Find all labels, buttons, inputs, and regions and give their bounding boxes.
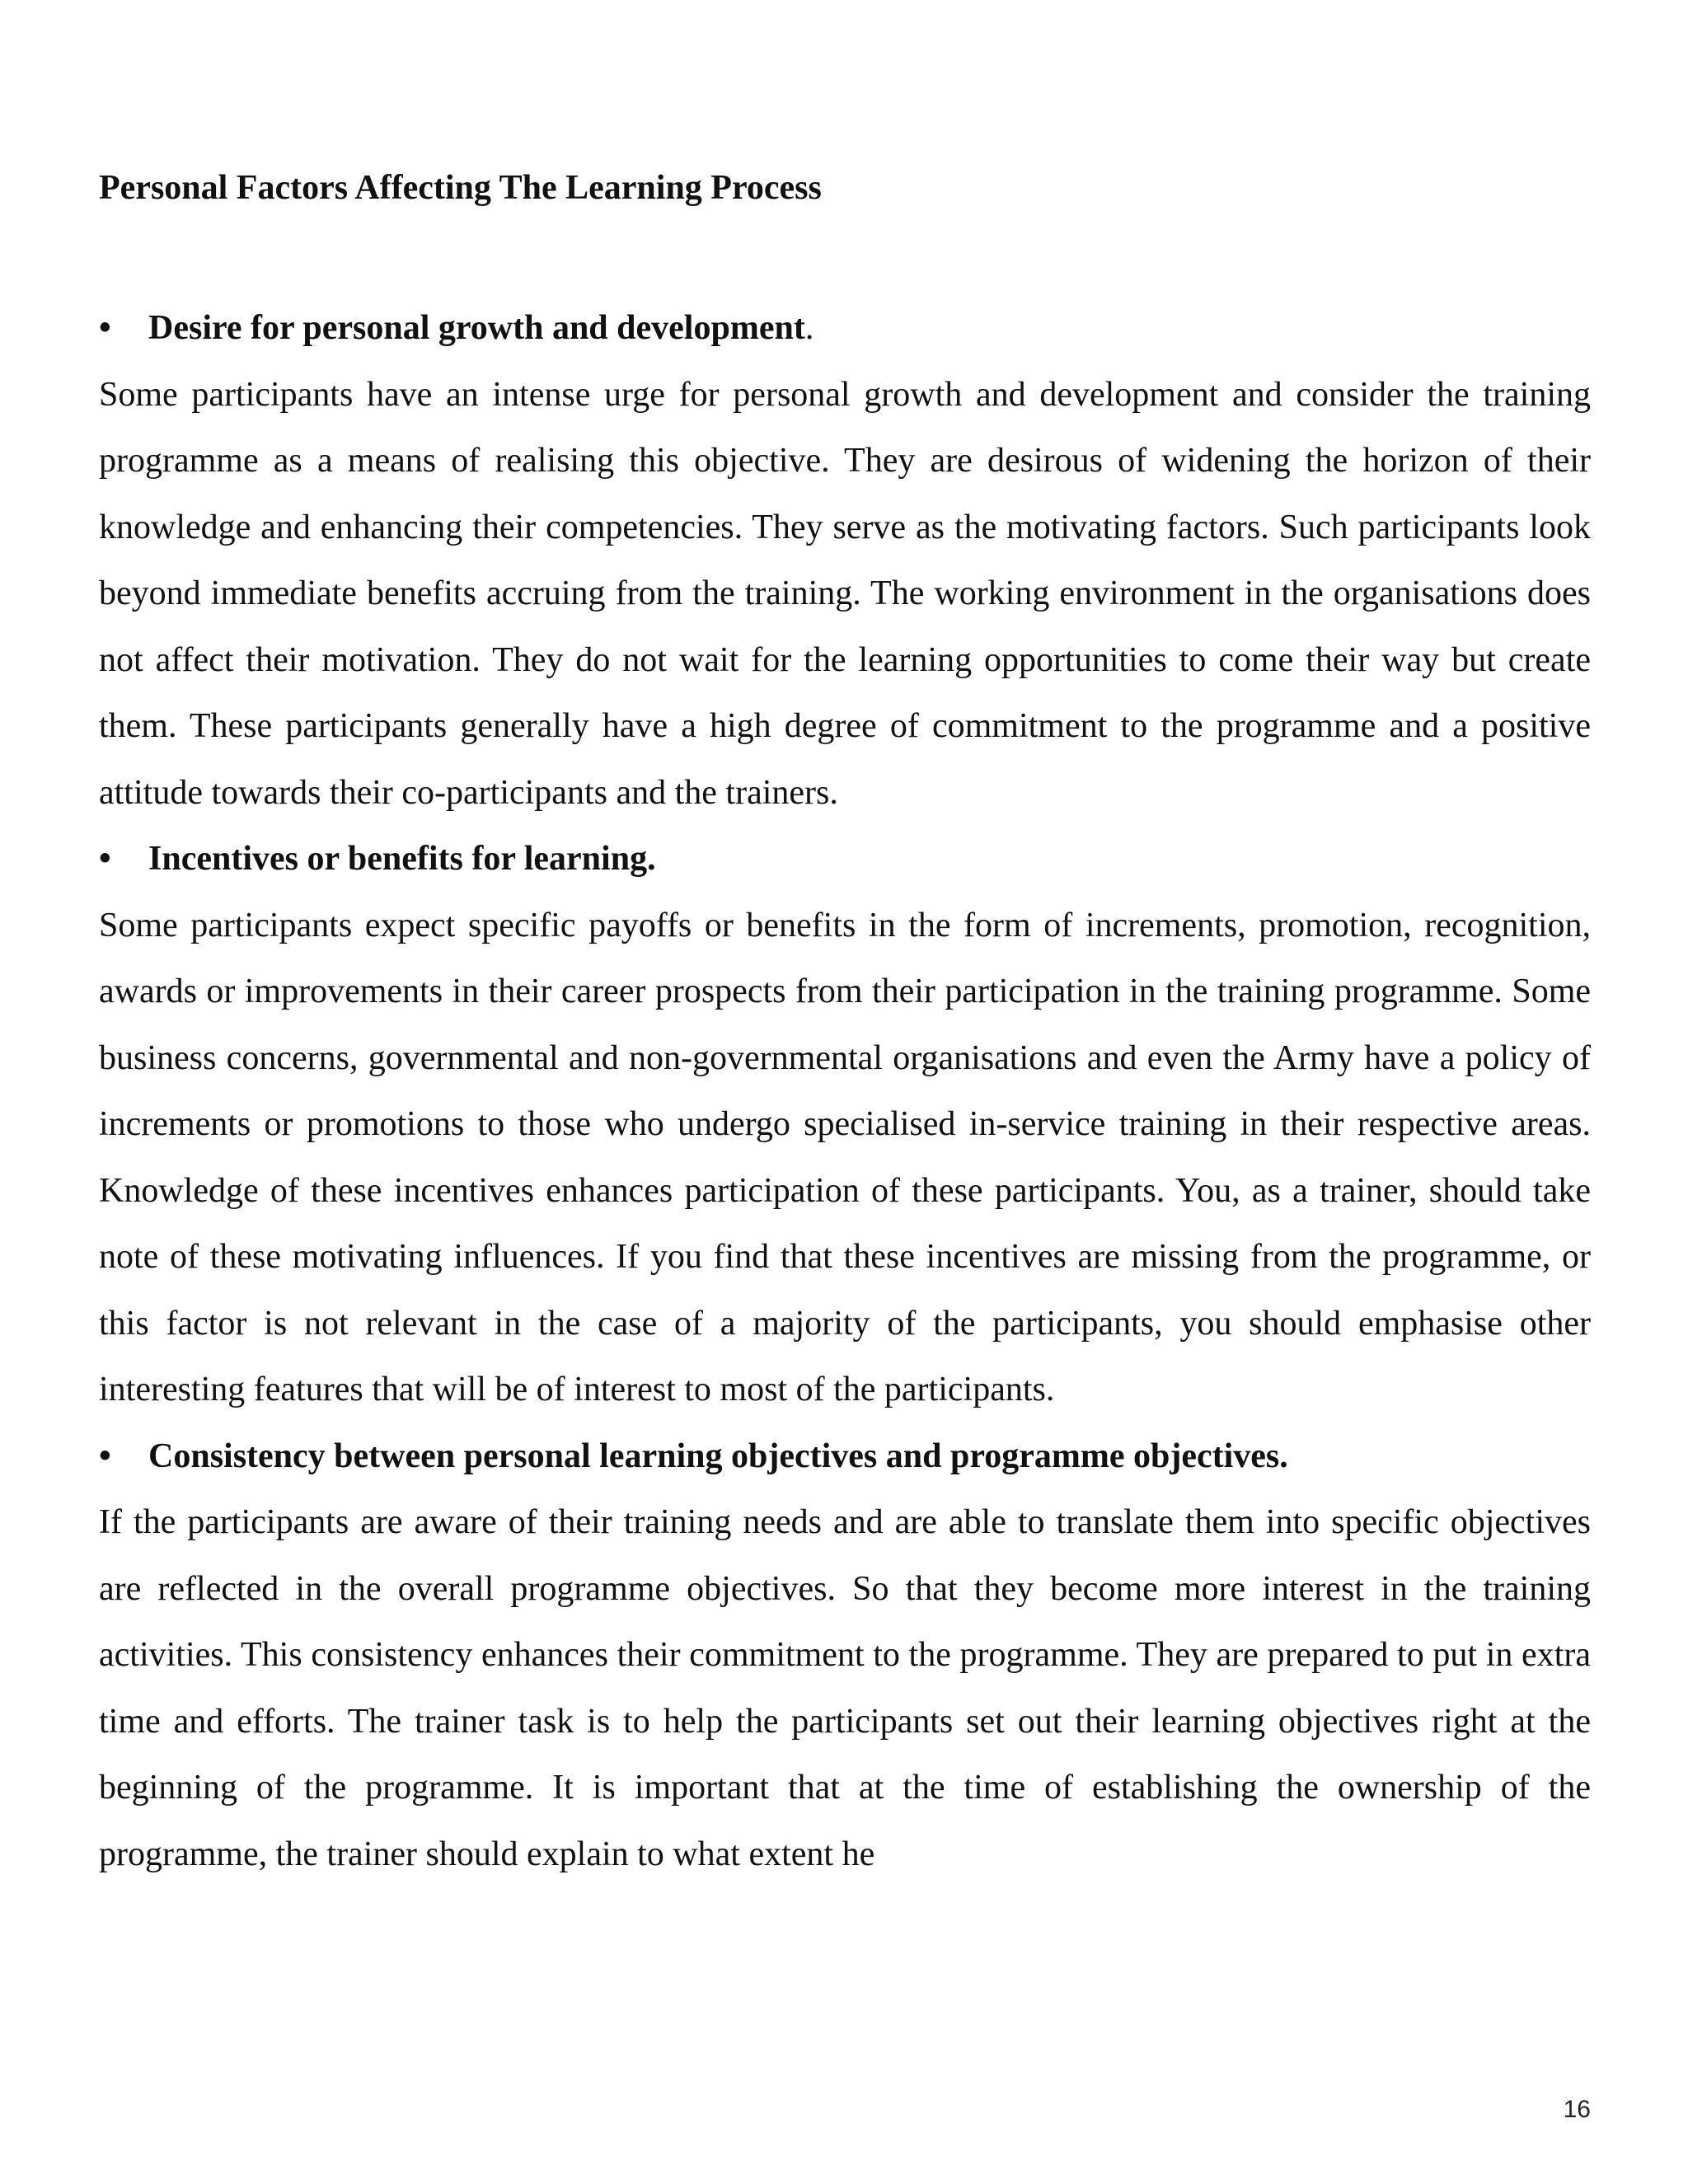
page-title: Personal Factors Affecting The Learning Process <box>99 169 822 207</box>
section-heading-consistency <box>99 1423 1591 1490</box>
section-heading-incentives <box>99 826 1591 893</box>
bullet-icon: • <box>99 309 111 347</box>
section-heading-text: Incentives or benefits for learning. <box>148 840 656 878</box>
section-body-personal-growth: Some participants have an intense urge for personal growth and development and consider the training programme as a means of realising this objective. They are desirous of widening the horizon of their knowledge and enhancing their competencies. They serve as the motivating factors. Such participants look beyond immediate benefits accruing from the training. The working environment in the organisations does not affect their motivation. They do not wait for the learning opportunities to come their way but create them. These participants generally have a high degree of commitment to the programme and a positive attitude towards their co-participants and the trainers. <box>99 375 1591 812</box>
section-heading-text: Consistency between personal learning objectives and programme objectives. <box>148 1436 1288 1475</box>
bullet-icon: • <box>99 1436 111 1475</box>
section-heading-suffix: . <box>804 309 814 347</box>
section-heading-text: Desire for personal growth and development <box>148 309 805 347</box>
section-body-incentives: Some participants expect specific payoffs or benefits in the form of increments, promotion, recognition, awards or improvements in their career prospects from their participation in the training programme. Some business concerns, governmental and non-governmental organisations and even the Army have a policy of increments or promotions to those who undergo specialised in-service training in their respective areas. Knowledge of these incentives enhances participation of these participants. You, as a trainer, should take note of these motivating influences. If you find that these incentives are missing from the programme, or this factor is not relevant in the case of a majority of the participants, you should emphasise other interesting features that will be of interest to most of the participants. <box>99 906 1591 1408</box>
section-heading-personal-growth <box>99 295 1591 362</box>
bullet-icon: • <box>99 840 111 878</box>
document-body <box>99 295 1591 1887</box>
section-body-consistency: If the participants are aware of their training needs and are able to translate them into specific objectives are reflected in the overall programme objectives. So that they become more interest in the training activities. This consistency enhances their commitment to the programme. They are prepared to put in extra time and efforts. The trainer task is to help the participants set out their learning objectives right at the beginning of the programme. It is important that at the time of establishing the ownership of the programme, the trainer should explain to what extent he <box>99 1503 1591 1873</box>
page-number: 16 <box>1563 2096 1591 2123</box>
